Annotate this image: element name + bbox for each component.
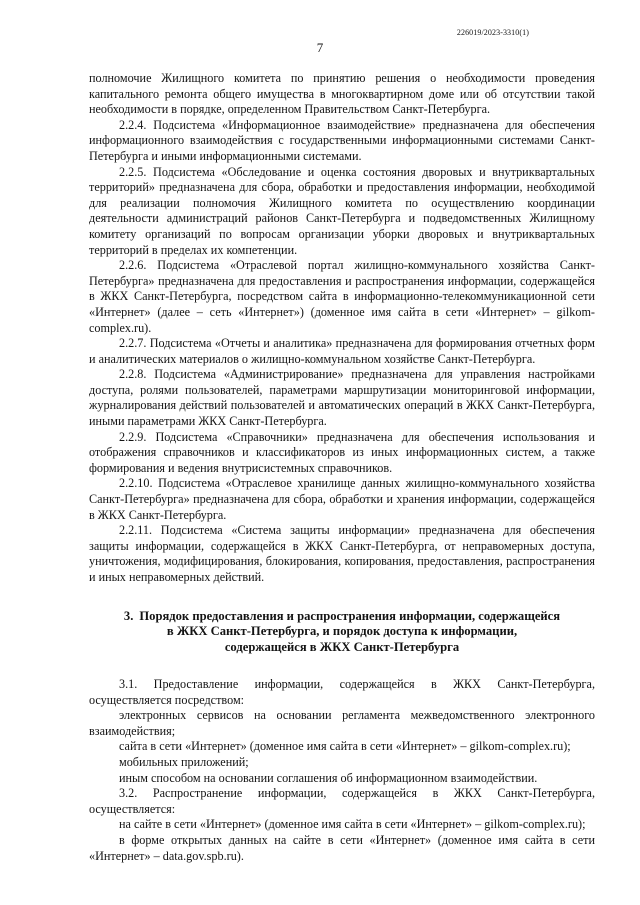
paragraph-2-2-7: 2.2.7. Подсистема «Отчеты и аналитика» предназначена для формирования отчетных форм и аналитических материалов о жилищно-коммунальном хозяйстве Санкт-Петербурга. <box>89 336 595 366</box>
list-item-electronic-services: электронных сервисов на основании регламента межведомственного электронного взаимодействия; <box>89 708 595 738</box>
list-item-mobile-apps: мобильных приложений; <box>119 754 249 769</box>
list-item-other-method: иным способом на основании соглашения об информационном взаимодействии. <box>119 770 538 785</box>
section-3-number: 3. <box>123 608 134 623</box>
list-item-website-distribution: на сайте в сети «Интернет» (доменное имя сайта в сети «Интернет» – gilkom-complex.ru); <box>119 817 586 832</box>
paragraph-3-1: 3.1. Предоставление информации, содержащейся в ЖКХ Санкт-Петербурга, осуществляется посредством: <box>89 676 595 707</box>
paragraph-2-2-9: 2.2.9. Подсистема «Справочники» предназначена для обеспечения использования и отображения справочников и классификаторов из иных информационных систем, а также формирования и ведения внутрисистемных справочников. <box>89 429 595 475</box>
paragraph-2-2-11: 2.2.11. Подсистема «Система защиты информации» предназначена для обеспечения защиты информации, содержащейся в ЖКХ Санкт-Петербурга, от неправомерных доступа, уничтожения, модифицирования, блокирования, копирования, предоставления, распространения и иных неправомерных действий. <box>89 523 595 584</box>
section-3-heading <box>89 609 595 656</box>
paragraph-3-2: 3.2. Распространение информации, содержащейся в ЖКХ Санкт-Петербурга, осуществляется: <box>89 786 595 816</box>
paragraph-2-2-10: 2.2.10. Подсистема «Отраслевое хранилище данных жилищно-коммунального хозяйства Санкт-Петербурга» предназначена для сбора, обработки и хранения информации, содержащейся в ЖКХ Санкт-Петербурга. <box>89 476 595 522</box>
paragraph-continuation: полномочие Жилищного комитета по принятию решения о необходимости проведения капитального ремонта общего имущества в многоквартирном доме или об отсутствии такой необходимости в порядке, определенном Правительством Санкт-Петербурга. <box>89 71 595 117</box>
paragraph-2-2-4: 2.2.4. Подсистема «Информационное взаимодействие» предназначена для обеспечения информационного взаимодействия с государственными информационными системами Санкт-Петербурга и иными информационными системами. <box>89 117 595 163</box>
paragraph-2-2-8: 2.2.8. Подсистема «Администрирование» предназначена для управления настройками доступа, ролями пользователей, параметрами маршрутизации мониторинговой информации, журналирования действий пользователей и автоматических операций в ЖКХ Санкт-Петербурга, иными параметрами ЖКХ Санкт-Петербурга. <box>89 367 595 429</box>
section-3-heading-line-3: содержащейся в ЖКХ Санкт-Петербурга <box>224 640 460 655</box>
list-item-website: сайта в сети «Интернет» (доменное имя сайта в сети «Интернет» – gilkom-complex.ru); <box>119 739 571 754</box>
section-3-heading-line-2: в ЖКХ Санкт-Петербурга, и порядок доступа к информации, <box>166 624 518 639</box>
section-3-heading-line-1: 3. Порядок предоставления и распространения информации, содержащейся <box>123 608 561 623</box>
document-body <box>89 71 595 864</box>
document-id: 226019/2023-3310(1) <box>456 28 529 37</box>
paragraph-2-2-6: 2.2.6. Подсистема «Отраслевой портал жилищно-коммунального хозяйства Санкт-Петербурга» предназначена для предоставления и распространения информации, содержащейся в ЖКХ Санкт-Петербурга, посредством сайта в информационно-телекоммуникационной сети «Интернет» (далее – сеть «Интернет») (доменное имя сайта в сети «Интернет» – gilkom-complex.ru). <box>89 258 595 335</box>
page-number: 7 <box>316 40 324 55</box>
paragraph-2-2-5: 2.2.5. Подсистема «Обследование и оценка состояния дворовых и внутриквартальных территорий» предназначена для сбора, обработки и предоставления информации, необходимой для реализации полномочия Жилищного комитета по осуществлению координации деятельности администраций районов Санкт-Петербурга и подведомственных Жилищному комитету организаций по вопросам организации уборки дворовых и внутриквартальных территорий в пределах их компетенции. <box>89 164 595 257</box>
list-item-open-data: в форме открытых данных на сайте в сети «Интернет» (доменное имя сайта в сети «Интернет» – data.gov.spb.ru). <box>89 832 595 863</box>
